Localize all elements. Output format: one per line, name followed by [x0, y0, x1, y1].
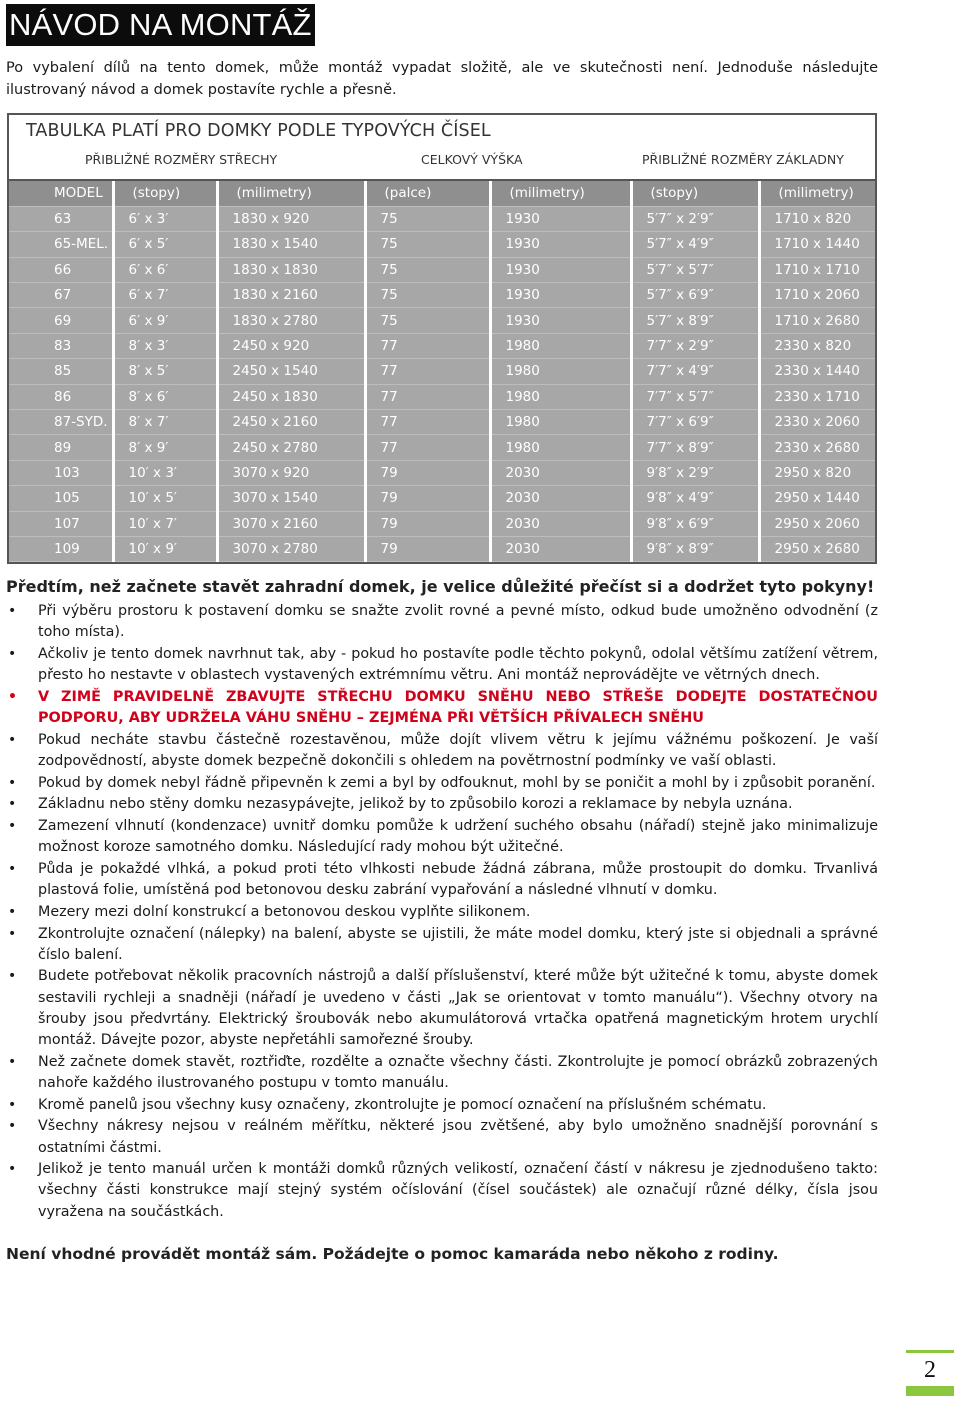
table-cell: 10′ x 3′: [113, 460, 217, 485]
table-cell: 9′8″ x 4′9″: [631, 486, 759, 511]
table-cell: 2450 x 1540: [217, 359, 365, 384]
list-item: [6, 1116, 878, 1158]
column-header: (milimetry): [217, 181, 365, 206]
table-cell: 1930: [490, 206, 631, 231]
table-cell: 3070 x 2780: [217, 536, 365, 561]
table-cell: 6′ x 5′: [113, 232, 217, 257]
list-item-text: Ačkoliv je tento domek navrhnut tak, aby - pokud ho postavíte podle těchto pokynů, odolal většímu zatížení větrem, přesto ho nestavte v oblastech vystavených extrémnímu větru. Ani montáž neprovádějte ve větrných dnech.: [38, 645, 878, 684]
list-item-text: Zamezení vlhnutí (kondenzace) uvnitř domku pomůže k udržení suchého obsahu (nářadí) stejně jako minimalizuje možnost koroze samotného domku. Následující rady mohou být užitečné.: [38, 818, 878, 856]
list-item: [6, 859, 878, 901]
table-cell: 77: [365, 435, 490, 460]
table-cell: 8′ x 3′: [113, 333, 217, 358]
list-item-text: Budete potřebovat několik pracovních nástrojů a další příslušenství, které může být užitečné k tomu, abyste domek sestavili rychleji a snadněji (nářadí je uvedeno v části „Jak se orientovat v tomto manuálu“). Všechny otvory na šrouby jsou předvrtány. Elektrický šroubovák nebo akumulátorová vrtačka opatřená magnetickým hrotem urychlí montáž. Dávejte pozor, abyste nepřetáhli samořezné šrouby.: [38, 968, 878, 1049]
table-cell: 5′7″ x 4′9″: [631, 232, 759, 257]
table-cell: 67: [9, 283, 113, 308]
table-cell: 1930: [490, 283, 631, 308]
table-cell: 9′8″ x 6′9″: [631, 511, 759, 536]
list-item-text: Pokud necháte stavbu částečně rozestavěnou, může dojít vlivem větru k jejímu vážnému poškození. Je vaší zodpovědností, abyste domek bezpečně dokončili s ohledem na povětrnostní podmínky ve vaší oblasti.: [38, 731, 878, 769]
group-roof-dimensions: PŘIBLIŽNÉ ROZMĚRY STŘECHY: [85, 152, 278, 167]
table-cell: 65-MEL.: [9, 232, 113, 257]
list-item: [6, 1159, 878, 1223]
table-cell: 3070 x 920: [217, 460, 365, 485]
table-cell: 9′8″ x 8′9″: [631, 536, 759, 561]
table-row: [9, 257, 875, 282]
table-cell: 75: [365, 283, 490, 308]
bullet-icon: •: [8, 1096, 17, 1113]
footer-note: Není vhodné provádět montáž sám. Požádejte o pomoc kamaráda nebo někoho z rodiny.: [6, 1245, 779, 1263]
table-cell: 5′7″ x 5′7″: [631, 257, 759, 282]
page-title: NÁVOD NA MONTÁŽ: [6, 4, 315, 46]
list-item: [6, 966, 878, 1051]
table-cell: 2030: [490, 486, 631, 511]
table-row: [9, 308, 875, 333]
column-header: (milimetry): [759, 181, 875, 206]
table-cell: 2450 x 2160: [217, 410, 365, 435]
list-item-text: Než začnete domek stavět, roztřiďte, rozdělte a označte všechny části. Zkontrolujte je pomocí obrázků zobrazených nahoře každého ilustrovaného postupu v tomto manuálu.: [38, 1053, 878, 1091]
table-cell: 1830 x 1540: [217, 232, 365, 257]
table-cell: 1930: [490, 308, 631, 333]
table-cell: 77: [365, 333, 490, 358]
table-cell: 9′8″ x 2′9″: [631, 460, 759, 485]
bullet-icon: •: [8, 1053, 17, 1070]
table-cell: 79: [365, 460, 490, 485]
table-cell: 1980: [490, 333, 631, 358]
bullet-icon: •: [8, 774, 17, 791]
list-item-text: Půda je pokaždé vlhká, a pokud proti této vlhkosti nebude žádná zábrana, může prostoupit do domku. Trvanlivá plastová folie, umístěná pod betonovou desku zabrání vypařování a následné vlhnutí v domku.: [38, 860, 878, 899]
table-row: [9, 410, 875, 435]
table-cell: 69: [9, 308, 113, 333]
table-cell: 1830 x 2160: [217, 283, 365, 308]
table-cell: 2030: [490, 536, 631, 561]
table-cell: 1980: [490, 384, 631, 409]
table-cell: 1980: [490, 435, 631, 460]
table-cell: 1830 x 1830: [217, 257, 365, 282]
table-cell: 5′7″ x 6′9″: [631, 283, 759, 308]
list-item: [6, 1052, 878, 1094]
table-row: [9, 232, 875, 257]
table-row: [9, 206, 875, 231]
table-cell: 105: [9, 486, 113, 511]
table-cell: 6′ x 6′: [113, 257, 217, 282]
table-cell: 2030: [490, 511, 631, 536]
table-cell: 1710 x 2680: [759, 308, 875, 333]
table-cell: 2950 x 820: [759, 460, 875, 485]
table-cell: 8′ x 7′: [113, 410, 217, 435]
table-cell: 85: [9, 359, 113, 384]
table-cell: 7′7″ x 4′9″: [631, 359, 759, 384]
table-cell: 10′ x 5′: [113, 486, 217, 511]
table-cell: 107: [9, 511, 113, 536]
table-cell: 8′ x 9′: [113, 435, 217, 460]
table-cell: 7′7″ x 8′9″: [631, 435, 759, 460]
group-base-dimensions: PŘIBLIŽNÉ ROZMĚRY ZÁKLADNY: [642, 152, 844, 167]
list-item: [6, 902, 878, 923]
page-number: 2: [906, 1350, 954, 1396]
instructions-heading: Předtím, než začnete stavět zahradní domek, je velice důležité přečíst si a dodržet tyto pokyny!: [6, 577, 875, 596]
list-item: [6, 644, 878, 686]
table-cell: 1930: [490, 257, 631, 282]
column-header: (milimetry): [490, 181, 631, 206]
table-row: [9, 384, 875, 409]
table-cell: 10′ x 9′: [113, 536, 217, 561]
list-item: [6, 794, 878, 815]
table-cell: 63: [9, 206, 113, 231]
group-total-height: CELKOVÝ VÝŠKA: [421, 152, 523, 167]
table-cell: 6′ x 3′: [113, 206, 217, 231]
table-cell: 77: [365, 384, 490, 409]
table-cell: 79: [365, 511, 490, 536]
bullet-icon: •: [8, 925, 17, 942]
bullet-icon: •: [8, 1161, 17, 1178]
table-cell: 87-SYD.: [9, 410, 113, 435]
table-grid: [9, 181, 875, 562]
column-header: MODEL: [9, 181, 113, 206]
warning-item: [6, 687, 878, 729]
table-cell: 6′ x 7′: [113, 283, 217, 308]
list-item-text: Základnu nebo stěny domku nezasypávejte, jelikož by to způsobilo korozi a reklamace by nebyla uznána.: [38, 796, 793, 813]
table-cell: 7′7″ x 6′9″: [631, 410, 759, 435]
table-row: [9, 460, 875, 485]
table-cell: 103: [9, 460, 113, 485]
table-cell: 2330 x 1440: [759, 359, 875, 384]
table-cell: 8′ x 6′: [113, 384, 217, 409]
list-item-text: Mezery mezi dolní konstrukcí a betonovou deskou vyplňte silikonem.: [38, 903, 531, 920]
table-cell: 3070 x 2160: [217, 511, 365, 536]
table-cell: 1980: [490, 359, 631, 384]
table-cell: 5′7″ x 2′9″: [631, 206, 759, 231]
table-cell: 2330 x 1710: [759, 384, 875, 409]
table-cell: 2950 x 2060: [759, 511, 875, 536]
table-cell: 2950 x 1440: [759, 486, 875, 511]
bullet-icon: •: [8, 818, 17, 835]
table-cell: 2030: [490, 460, 631, 485]
column-header: (stopy): [631, 181, 759, 206]
bullet-icon: •: [8, 796, 17, 813]
table-cell: 1830 x 920: [217, 206, 365, 231]
table-cell: 1830 x 2780: [217, 308, 365, 333]
table-row: [9, 435, 875, 460]
table-cell: 7′7″ x 2′9″: [631, 333, 759, 358]
table-cell: 10′ x 7′: [113, 511, 217, 536]
table-cell: 2950 x 2680: [759, 536, 875, 561]
table-row: [9, 486, 875, 511]
table-cell: 79: [365, 536, 490, 561]
bullet-icon: •: [8, 968, 17, 985]
table-cell: 6′ x 9′: [113, 308, 217, 333]
table-cell: 2450 x 2780: [217, 435, 365, 460]
table-cell: 1710 x 820: [759, 206, 875, 231]
bullet-icon: •: [8, 688, 17, 705]
table-cell: 75: [365, 308, 490, 333]
bullet-icon: •: [8, 860, 17, 877]
bullet-icon: •: [8, 645, 17, 662]
list-item-text: Pokud by domek nebyl řádně připevněn k zemi a byl by odfouknut, mohl by se poničit a mohl by i způsobit poranění.: [38, 774, 876, 791]
data-table: [9, 181, 875, 562]
bullet-icon: •: [8, 903, 17, 920]
instructions-list: [6, 601, 878, 1223]
table-cell: 1930: [490, 232, 631, 257]
column-header: (stopy): [113, 181, 217, 206]
table-cell: 1980: [490, 410, 631, 435]
list-item-text: Jelikož je tento manuál určen k montáži domků různých velikostí, označení částí v nákresu je zjednodušeno takto: všechny části konstrukce mají stejný systém očíslování (čísel součástek) ale označují různé délky, čísla jsou vyražena na součástkách.: [38, 1161, 878, 1220]
table-cell: 1710 x 1440: [759, 232, 875, 257]
table-row: [9, 283, 875, 308]
column-header-row: [9, 181, 875, 206]
intro-paragraph: Po vybalení dílů na tento domek, může montáž vypadat složitě, ale ve skutečnosti není. Jednoduše následujte ilustrovaný návod a domek postavíte rychle a přesně.: [6, 60, 878, 98]
list-item-text: Zkontrolujte označení (nálepky) na balení, abyste se ujistili, že máte model domku, který jste si objednali a správné číslo balení.: [38, 925, 878, 963]
table-cell: 86: [9, 384, 113, 409]
table-cell: 77: [365, 359, 490, 384]
list-item: [6, 773, 878, 794]
list-item-text: Všechny nákresy nejsou v reálném měřítku, některé jsou zvětšené, aby bylo umožněno snadnější porovnání s ostatními částmi.: [38, 1118, 878, 1156]
table-header: [9, 115, 875, 181]
table-cell: 66: [9, 257, 113, 282]
table-cell: 83: [9, 333, 113, 358]
table-cell: 2450 x 1830: [217, 384, 365, 409]
table-cell: 75: [365, 257, 490, 282]
table-row: [9, 333, 875, 358]
list-item-text: Při výběru prostoru k postavení domku se snažte zvolit rovné a pevné místo, odkud bude umožněno odvodnění (z toho místa).: [38, 603, 878, 641]
bullet-icon: •: [8, 603, 17, 619]
table-cell: 2450 x 920: [217, 333, 365, 358]
table-cell: 7′7″ x 5′7″: [631, 384, 759, 409]
table-cell: 89: [9, 435, 113, 460]
list-item: [6, 924, 878, 966]
list-item-text: V ZIMĚ PRAVIDELNĚ ZBAVUJTE STŘECHU DOMKU SNĚHU NEBO STŘEŠE DODEJTE DOSTATEČNOU PODPORU, ABY UDRŽELA VÁHU SNĚHU – ZEJMÉNA PŘI VĚTŠÍCH PŘÍVALECH SNĚHU: [38, 688, 878, 727]
table-row: [9, 536, 875, 561]
table-cell: 1710 x 2060: [759, 283, 875, 308]
table-cell: 5′7″ x 8′9″: [631, 308, 759, 333]
table-cell: 1710 x 1710: [759, 257, 875, 282]
bullet-icon: •: [8, 731, 17, 748]
table-cell: 77: [365, 410, 490, 435]
list-item-text: Kromě panelů jsou všechny kusy označeny, zkontrolujte je pomocí označení na příslušném schématu.: [38, 1096, 767, 1113]
table-cell: 2330 x 2060: [759, 410, 875, 435]
table-cell: 79: [365, 486, 490, 511]
table-cell: 3070 x 1540: [217, 486, 365, 511]
bullet-icon: •: [8, 1118, 17, 1135]
list-item: [6, 730, 878, 772]
table-cell: 109: [9, 536, 113, 561]
table-row: [9, 511, 875, 536]
table-cell: 8′ x 5′: [113, 359, 217, 384]
column-header: (palce): [365, 181, 490, 206]
list-item: [6, 816, 878, 858]
table-cell: 2330 x 820: [759, 333, 875, 358]
dimensions-table: [7, 113, 877, 564]
table-cell: 75: [365, 232, 490, 257]
table-cell: 75: [365, 206, 490, 231]
list-item: [6, 601, 878, 643]
list-item: [6, 1095, 878, 1116]
table-title: TABULKA PLATÍ PRO DOMKY PODLE TYPOVÝCH ČÍSEL: [26, 121, 491, 141]
table-row: [9, 359, 875, 384]
table-cell: 2330 x 2680: [759, 435, 875, 460]
